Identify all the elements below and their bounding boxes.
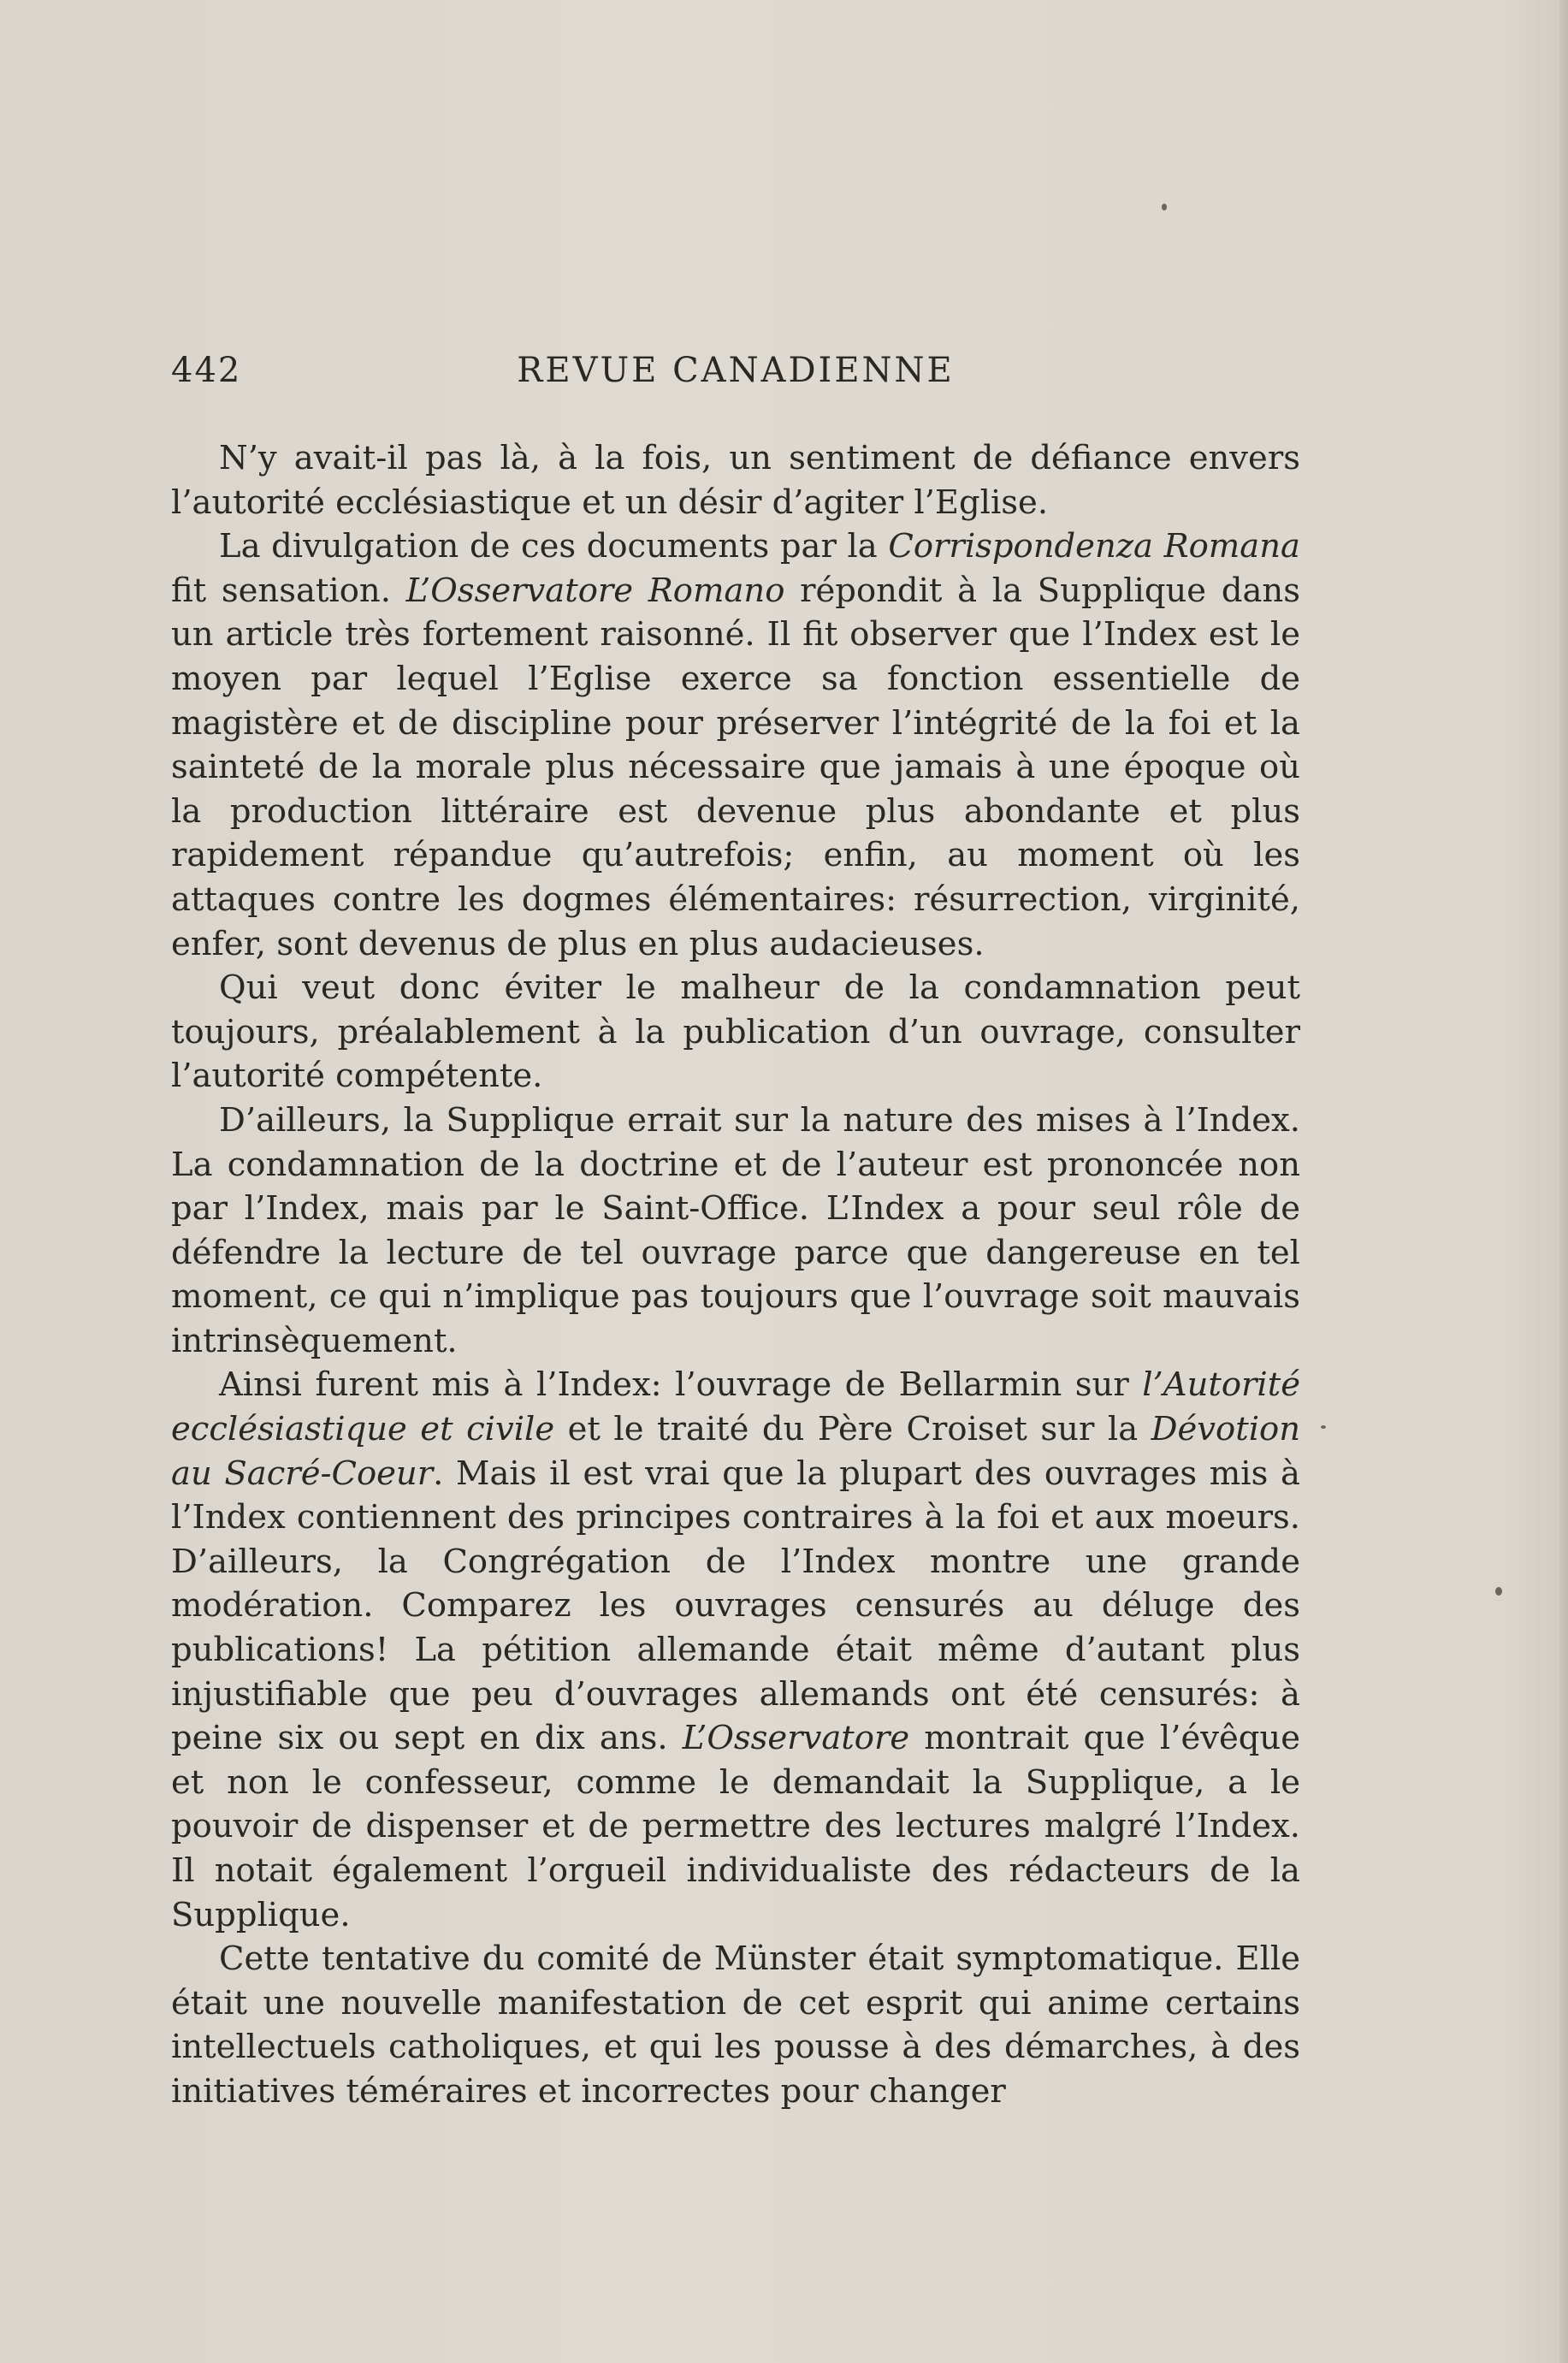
text-run: Qui veut donc éviter le malheur de la condamnation peut toujours, préalablement à la publication d’un ouvrage, consulter l’autorité compétente. xyxy=(171,968,1300,1096)
text-run: Ainsi furent mis à l’Index: l’ouvrage de Bellarmin sur xyxy=(219,1365,1143,1405)
paragraph xyxy=(171,524,1300,966)
italic-title: l’Autorité ecclésiastique et civile xyxy=(171,1365,1300,1449)
paragraph xyxy=(171,1099,1300,1364)
ink-speck xyxy=(1495,1587,1502,1596)
italic-title: L’Osservatore Romano xyxy=(405,571,785,610)
italic-title: Dévotion au Sacré-Coeur xyxy=(171,1410,1300,1493)
text-run: et le traité du Père Croiset sur la xyxy=(554,1410,1151,1449)
page-header xyxy=(171,351,1300,394)
text-run: répondit à la Supplique dans un article très fortement raisonné. Il fit observer que l’Index est le moyen par lequel l’Eglise exerce sa fonction essentielle de magistère et de discipline pour préserver l’intégrité de la foi et la sainteté de la morale plus nécessaire que jamais à une époque où la production littéraire est devenue plus abondante et plus rapidement répandue qu’autrefois; enfin, au moment où les attaques contre les dogmes élémentaires: résurrection, virginité, enfer, sont devenus de plus en plus audacieuses. xyxy=(171,571,1300,963)
running-title: REVUE CANADIENNE xyxy=(517,351,955,390)
text-run: Cette tentative du comité de Münster était symptomatique. Elle était une nouvelle manifestation de cet esprit qui anime certains intellectuels catholiques, et qui les pousse à des démarches, à des initiatives téméraires et incorrectes pour changer xyxy=(171,1940,1300,2111)
italic-title: L’Osservatore xyxy=(682,1719,910,1758)
text-run: fit sensation. xyxy=(171,571,406,610)
text-run: La divulgation de ces documents par la xyxy=(219,527,889,566)
text-run: . Mais il est vrai que la plupart des ouvrages mis à l’Index contiennent des principes contraires à la foi et aux moeurs. D’ailleurs, la Congrégation de l’Index montre une grande modération. Comparez les ouvrages censurés au déluge des publications! La pétition allemande était même d’autant plus injustifiable que peu d’ouvrages allemands ont été censurés: à peine six ou sept en dix ans. xyxy=(171,1454,1300,1758)
text-run: D’ailleurs, la Supplique errait sur la nature des mises à l’Index. La condamnation de la doctrine et de l’auteur est prononcée non par l’Index, mais par le Saint-Office. L’Index a pour seul rôle de défendre la lecture de tel ouvrage parce que dangereuse en tel moment, ce qui n’implique pas toujours que l’ouvrage soit mauvais intrinsèquement. xyxy=(171,1100,1300,1360)
text-run: montrait que l’évêque et non le confesseur, comme le demandait la Supplique, a le pouvoir de dispenser et de permettre des lectures malgré l’Index. Il notait également l’orgueil individualiste des rédacteurs de la Supplique. xyxy=(171,1719,1300,1934)
paragraph xyxy=(171,436,1300,524)
text-run: N’y avait-il pas là, à la fois, un sentiment de défiance envers l’autorité ecclésiastique et un désir d’agiter l’Eglise. xyxy=(171,439,1300,522)
ink-speck xyxy=(1321,1425,1326,1429)
page-edge xyxy=(1559,0,1568,2363)
paragraph xyxy=(171,966,1300,1099)
page-number: 442 xyxy=(171,351,242,390)
paragraph xyxy=(171,1937,1300,2113)
ink-speck xyxy=(1162,204,1167,210)
article-body xyxy=(171,436,1300,2114)
italic-title: Corrispondenza Romana xyxy=(888,527,1300,566)
paragraph xyxy=(171,1363,1300,1937)
